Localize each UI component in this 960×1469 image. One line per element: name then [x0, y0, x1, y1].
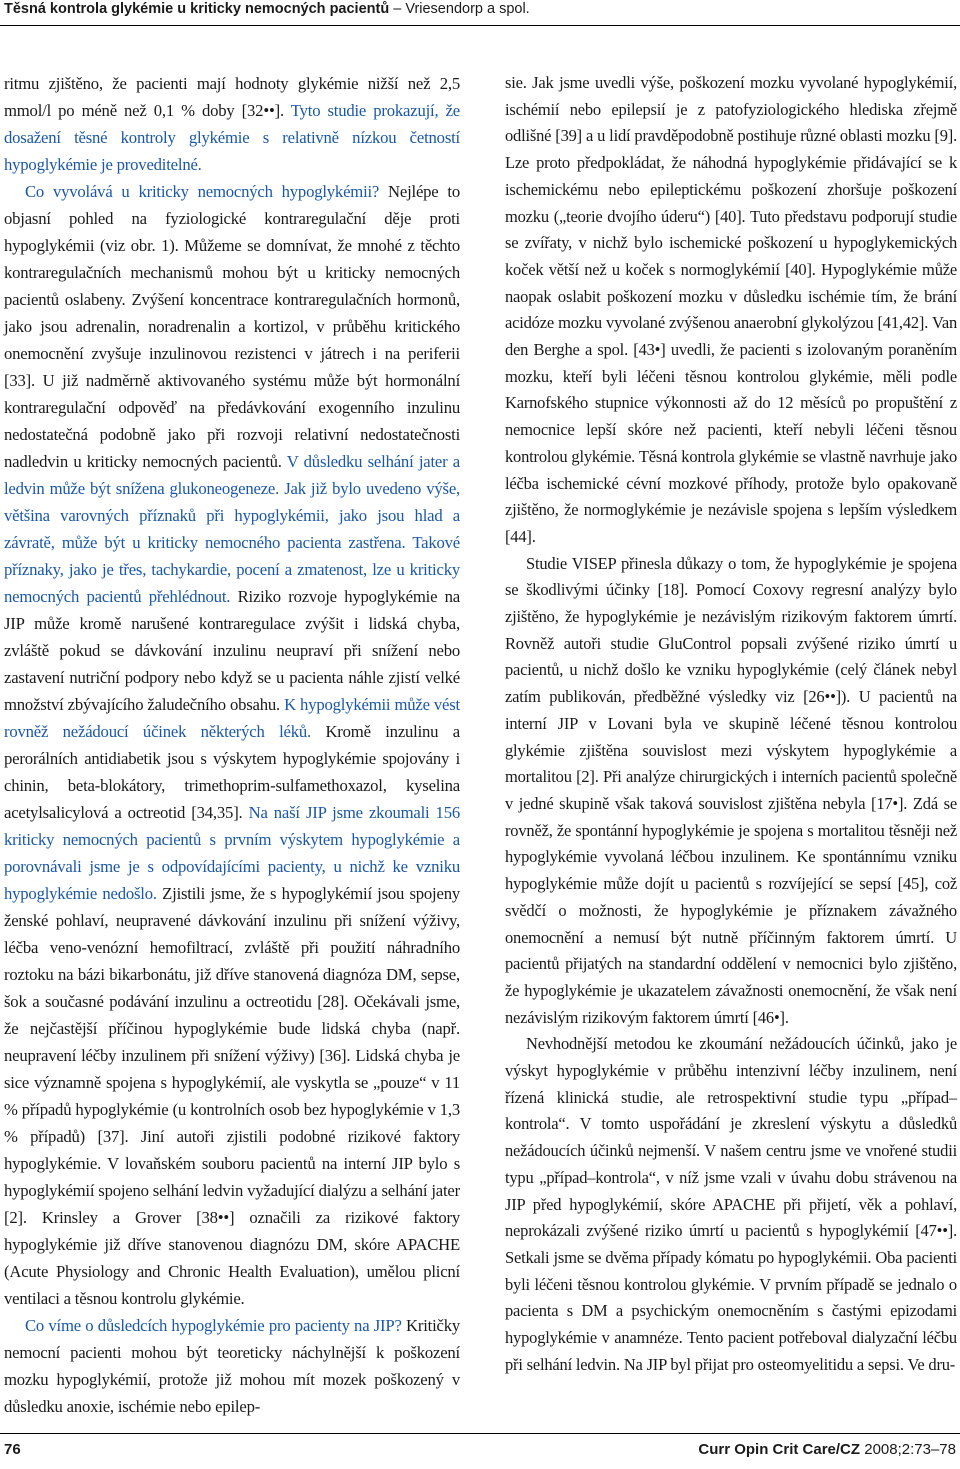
text-segment: Na JIP byl přijat pro osteomyelitidu a sepsi. Ve dru- — [623, 1354, 956, 1374]
text-segment: Při analýze chirurgických i interních pacientů společně v jedné skupině však taková souvislost zjištěna nebyla [17•]. — [505, 767, 958, 813]
text-segment: Zjistili jsme, že s hypoglykémií jsou spojeny ženské pohlaví, neupravené dávkování inzulinu při snížení výživy, léčba veno-venózní hemofiltrací, zvláště při použití náhradního roztoku na bázi bikarbonátu, již dříve stanovená diagnóza DM, sepse, šok a současné podávání inzulinu a octreotidu [28]. — [4, 884, 460, 1011]
text-segment: Kromě inzulinu a perorálních antidiabetik jsou s výskytem hypoglykémie spojovány i chinin, beta-blokátory, trimethoprim-sulfamethoxazol, kyselina acetylsalicylová a octreotid [34,35]. — [4, 722, 460, 822]
text-segment: Můžeme se domnívat, že mnohé z těchto kontraregulačních mechanismů mohou být u kriticky nemocných pacientů oslabeny. — [4, 236, 460, 309]
text-segment: Těsná kontrola glykémie se vlastně navrhuje jako léčba ischemické cévní mozkové příhody, protože bylo opakovaně zjištěno, že normoglykémie je nezávisle spojena s lepším výsledkem [44]. — [505, 446, 957, 546]
left-column — [4, 70, 460, 1420]
text-segment: V prvním případě se jednalo o pacienta s DM a psychickým onemocněním s častými epizodami hypoglykémie v anamnéze. — [505, 1274, 957, 1348]
text-segment: Nevhodnější metodou ke zkoumání nežádoucích účinků, jako je výskyt hypoglykémie v průběhu intenzivní léčby inzulinem, není řízená klinická studie, ale retrospektivní studie typu „případ–kontrola“. — [505, 1034, 957, 1134]
paragraph — [505, 70, 957, 551]
text-segment: U pacientů přijatých na standardní oddělení v nemocnici bylo zjištěno, že hypoglykémie je ukazatelem závažnosti onemocnění, že však není nezávislým rizikovým faktorem úmrtí [46•]. — [505, 927, 957, 1027]
text-segment: Jiní autoři zjistili podobné rizikové faktory hypoglykémie. — [4, 1127, 460, 1173]
text-segment: U již nadměrně aktivovaného systému může být hormonální kontraregulační odpověď na předávkování exogenního inzulinu nedostatečná podobně jako při rozvoji relativní nedostatečnosti nadledvin u kriticky nemocných pacientů. — [4, 371, 461, 471]
text-segment: Zdá se rovněž, že spontánní hypoglykémie je spojena s mortalitou těsněji než hypoglykémie vyvolaná léčbou inzulinem. — [505, 793, 957, 867]
paragraph — [4, 178, 460, 1312]
text-segment: Nejlépe to objasní pohled na fyziologické kontraregulační děje proti hypoglykémii (viz obr. 1). — [4, 182, 460, 255]
text-segment: Tyto studie prokazují, že dosažení těsné kontroly glykémie s relativně nízkou četností hypoglykémie je proveditelné. — [4, 101, 461, 174]
text-segment: V důsledku selhání jater a ledvin může být snížena glukoneogeneze. — [4, 452, 460, 498]
text-segment: Krinsley a Grover [38••] označili za rizikové faktory hypoglykémie již dříve stanovenou diagnózu DM, skóre APACHE (Acute Physiology and Chronic Health Evaluation), umělou plicní ventilaci a těsnou kontrolu glykémie. — [4, 1208, 461, 1308]
text-segment: Setkali jsme se dvěma případy kómatu po hypoglykémii. — [505, 1247, 876, 1267]
text-segment: sie. Jak jsme uvedli výše, poškození mozku vyvolané hypoglykémií, ischémií nebo epilepsií je z patofyziologického hlediska zřejmě odlišné [39] a u lidí pravděpodobně postihuje různé oblasti mozku [9]. — [505, 73, 957, 146]
text-segment: Van den Berghe a spol. [43•] uvedli, že pacienti s izolovaným poraněním mozku, kteří byli léčeni těsnou kontrolou glykémie, měli podle Karnofského stupnice výkonnosti až do 12 měsíců po propuštění z nemocnice lepší skóre než pacienti, kteří nebyli léčeni těsnou kontrolou glykémie. — [505, 313, 957, 466]
text-segment: Studie VISEP přinesla důkazy o tom, že hypoglykémie je spojena se škodlivými účinky [18]. — [505, 553, 957, 600]
header-separator: – — [389, 1, 406, 17]
text-segment: Oba pacienti byli léčeni těsnou kontrolou glykémie. — [505, 1247, 957, 1294]
text-segment: Lze proto předpokládat, že náhodná hypoglykémie přidávající se k ischemickému nebo epileptickému poškození zhoršuje poškození mozku („teorie dvojího úderu“) [40]. — [505, 153, 957, 226]
paragraph — [505, 551, 957, 1032]
text-segment: ritmu zjištěno, že pacienti mají hodnoty glykémie nižší než 2,5 mmol/l po méně než 0,1 % doby [32••]. — [4, 74, 460, 120]
text-segment: Na naší JIP jsme zkoumali 156 kriticky nemocných pacientů s prvním výskytem hypoglykémie a porovnávali jsme je s odpovídajícími pacienty, u nichž ke vzniku hypoglykémie nedošlo. — [4, 803, 460, 903]
text-segment: Riziko rozvoje hypoglykémie na JIP může kromě narušené kontraregulace zvýšit i lidská chyba, zvláště pokud se dávkování inzulinu neupraví při snížení nebo zastavení nutriční podpory nebo když se u pacienta náhle zjistí velké množství zbývajícího žaludečního obsahu. — [4, 587, 460, 714]
journal-citation — [698, 1441, 956, 1458]
text-segment: Takové příznaky, jako je třes, tachykardie, pocení a zmatenost, lze u kriticky nemocných pacientů přehlédnout. — [4, 533, 460, 606]
running-head — [4, 0, 944, 18]
article-title: Těsná kontrola glykémie u kriticky nemocných pacientů — [4, 1, 390, 17]
right-column — [505, 70, 957, 1378]
text-segment: Očekávali jsme, že nejčastější příčinou hypoglykémie bude lidská chyba (např. neupravení léčby inzulinem při snížení výživy) [36]. — [4, 992, 461, 1065]
page-number: 76 — [4, 1441, 21, 1458]
journal-name: Curr Opin Crit Care/CZ — [698, 1441, 861, 1458]
text-segment: Lidská chyba je sice významně spojena s hypoglykémií, ale vyskytla se „pouze“ v 11 % případů hypoglykémie (u kontrolních osob bez hypoglykémie v 1,3 % případů) [37]. — [4, 1046, 460, 1146]
paragraph — [4, 70, 460, 178]
paragraph — [505, 1031, 957, 1378]
text-segment: Jak již bylo uvedeno výše, většina varovných příznaků při hypoglykémii, jako jsou hlad a závratě, může být u kriticky nemocného pacienta zastřena. — [4, 479, 460, 552]
header-rule — [0, 25, 960, 26]
journal-volume-pages: 2008;2:73–78 — [860, 1441, 956, 1458]
text-segment: Kritičky nemocní pacienti mohou být teoreticky náchylnější k poškození mozku hypoglykémií, protože již mohou mít mozek poškozený v důsledku anoxie, ischémie nebo epilep- — [4, 1316, 460, 1416]
article-authors: Vriesendorp a spol. — [405, 1, 530, 17]
text-segment: U pacientů na interní JIP v Lovani byla ve skupině léčené těsnou kontrolou glykémie zjištěna souvislost mezi výskytem hypoglykémie a mortalitou [2]. — [505, 687, 957, 787]
paragraph — [4, 1312, 460, 1420]
text-segment: Rovněž autoři studie GluControl popsali zvýšené riziko úmrtí u pacientů, u nichž došlo ke vzniku hypoglykémie (celý článek nebyl zatím publikován, předběžné výsledky viz [26••]). — [505, 633, 957, 707]
text-segment: V tomto uspořádání je zkreslení výskytu a důsledků nežádoucích účinků nejmenší. — [505, 1114, 958, 1161]
text-segment: Co vyvolává u kriticky nemocných hypoglykémii? — [25, 182, 389, 201]
text-segment: Co víme o důsledcích hypoglykémie pro pacienty na JIP? — [25, 1316, 406, 1335]
text-segment: K hypoglykémii může vést rovněž nežádoucí účinek některých léků. — [4, 695, 460, 741]
text-segment: Ke spontánnímu vzniku hypoglykémie může dojít u pacientů s rozvíjející se sepsí [45], což svědčí o možnosti, že hypoglykémie je příznakem závažného onemocnění a nemusí být nutně příčinným faktorem úmrtí. — [505, 847, 957, 947]
text-segment: Hypoglykémie může naopak oslabit poškození mozku v důsledku ischémie tím, že brání acidóze mozku vyvolané zvýšenou anaerobní glykolýzou [41,42]. — [505, 259, 957, 333]
text-segment: Tento pacient potřeboval dialyzační léčbu při selhání ledvin. — [505, 1328, 957, 1374]
text-segment: Tuto představu podporují studie se zvířaty, v nichž bylo ischemické poškození u hypoglykemických koček větší než u koček s normoglykémií [40]. — [505, 206, 957, 279]
text-segment: Zvýšení koncentrace kontraregulačních hormonů, jako jsou adrenalin, noradrenalin a kortizol, v průběhu kritického onemocnění zvyšuje inzulinovou rezistenci v játrech i na periferii [33]. — [4, 290, 460, 390]
footer-rule — [0, 1433, 960, 1434]
text-segment: V lovaňském souboru pacientů na interní JIP bylo s hypoglykémií spojeno selhání ledvin vyžadující dialýzu a selhání jater [2]. — [4, 1154, 460, 1227]
text-segment: V našem centru jsme ve vnořené studii typu „případ–kontrola“, v níž jsme vzali v úvahu dobu strávenou na JIP před hypoglykémií, skóre APACHE při přijetí, věk a pohlaví, neprokázali zvýšené riziko úmrtí u pacientů s hypoglykémií [47••]. — [505, 1141, 957, 1241]
text-segment: Pomocí Coxovy regresní analýzy bylo zjištěno, že hypoglykémie je nezávislým rizikovým faktorem úmrtí. — [505, 580, 957, 627]
